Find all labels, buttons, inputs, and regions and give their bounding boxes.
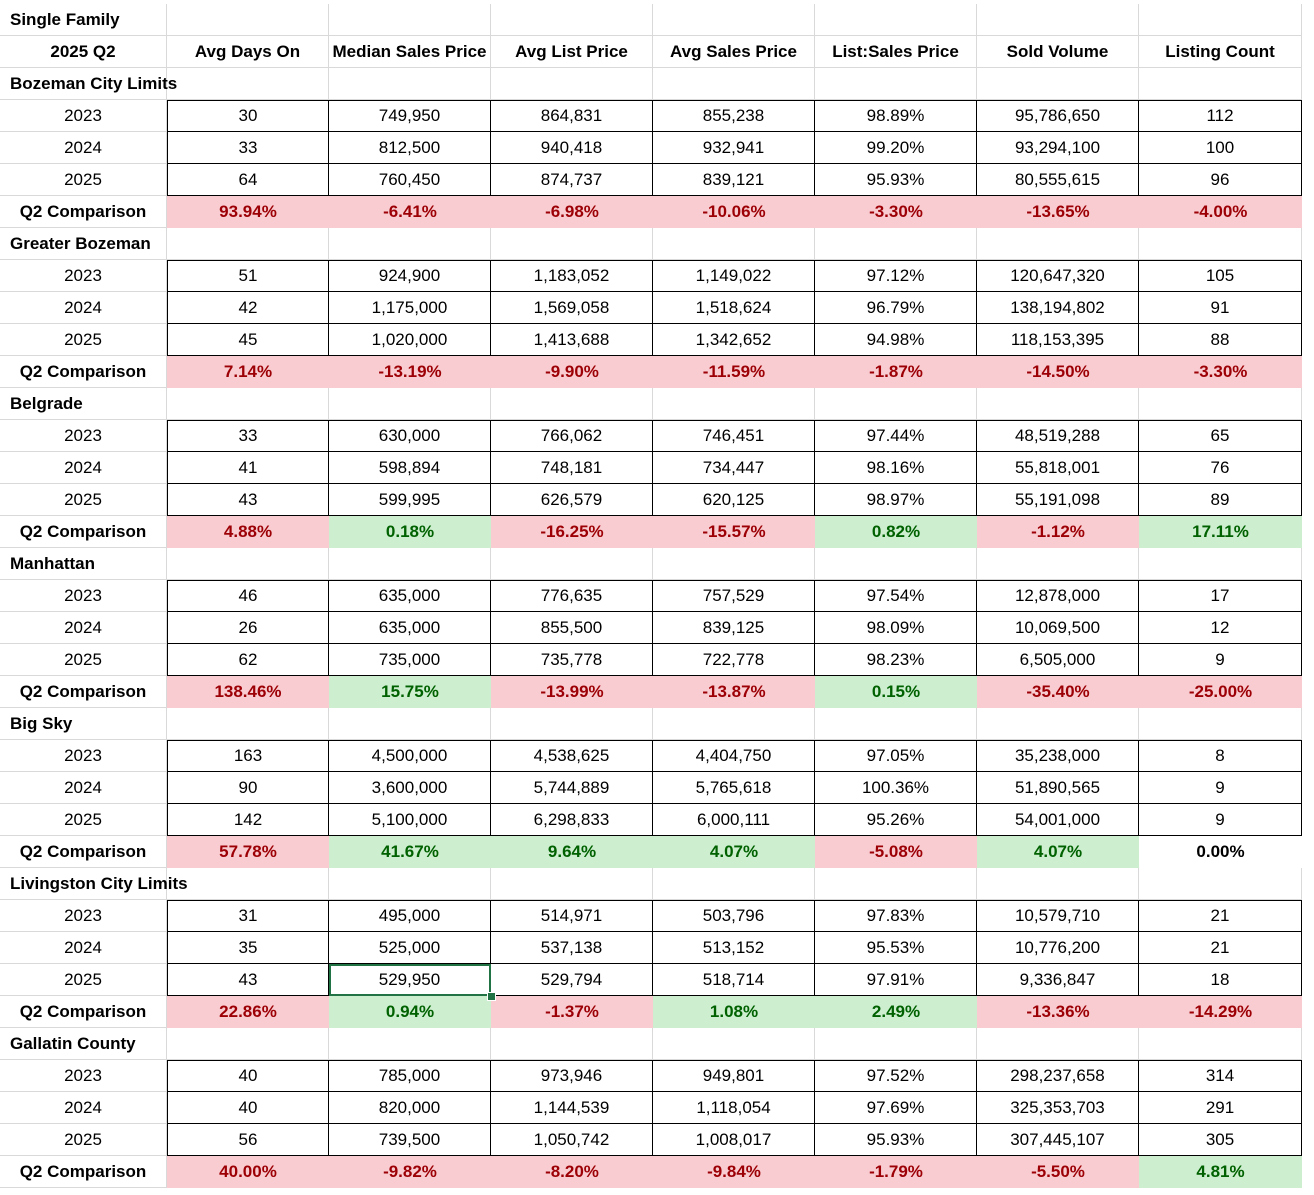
year-label[interactable]: 2024 <box>0 1092 167 1124</box>
data-cell[interactable]: 537,138 <box>491 932 653 964</box>
comparison-cell-neg[interactable]: -14.50% <box>977 356 1139 388</box>
data-cell[interactable]: 90 <box>167 772 329 804</box>
empty-cell[interactable] <box>167 388 329 420</box>
data-cell[interactable]: 748,181 <box>491 452 653 484</box>
empty-cell[interactable] <box>1139 548 1302 580</box>
empty-cell[interactable] <box>1139 4 1302 36</box>
year-label[interactable]: 2023 <box>0 100 167 132</box>
comparison-cell-pos[interactable]: 0.18% <box>329 516 491 548</box>
year-label[interactable]: 2023 <box>0 420 167 452</box>
data-cell[interactable]: 495,000 <box>329 900 491 932</box>
comparison-label[interactable]: Q2 Comparison <box>0 516 167 548</box>
empty-cell[interactable] <box>653 228 815 260</box>
column-header[interactable]: List:Sales Price <box>815 36 977 68</box>
comparison-cell-pos[interactable]: 1.08% <box>653 996 815 1028</box>
data-cell[interactable]: 48,519,288 <box>977 420 1139 452</box>
comparison-cell-neg[interactable]: -1.37% <box>491 996 653 1028</box>
data-cell[interactable]: 98.23% <box>815 644 977 676</box>
data-cell[interactable]: 21 <box>1139 900 1302 932</box>
data-cell[interactable]: 163 <box>167 740 329 772</box>
data-cell[interactable]: 98.97% <box>815 484 977 516</box>
comparison-cell-neg[interactable]: -9.90% <box>491 356 653 388</box>
comparison-cell-neg[interactable]: -5.08% <box>815 836 977 868</box>
comparison-cell-neg[interactable]: -13.87% <box>653 676 815 708</box>
data-cell[interactable]: 95.93% <box>815 1124 977 1156</box>
data-cell[interactable]: 10,776,200 <box>977 932 1139 964</box>
data-cell[interactable]: 924,900 <box>329 260 491 292</box>
data-cell[interactable]: 45 <box>167 324 329 356</box>
data-cell[interactable]: 820,000 <box>329 1092 491 1124</box>
comparison-cell-pos[interactable]: 41.67% <box>329 836 491 868</box>
comparison-label[interactable]: Q2 Comparison <box>0 676 167 708</box>
empty-cell[interactable] <box>815 868 977 900</box>
data-cell[interactable]: 529,794 <box>491 964 653 996</box>
data-cell[interactable]: 739,500 <box>329 1124 491 1156</box>
data-cell[interactable]: 785,000 <box>329 1060 491 1092</box>
data-cell[interactable]: 620,125 <box>653 484 815 516</box>
empty-cell[interactable] <box>329 388 491 420</box>
data-cell[interactable]: 97.54% <box>815 580 977 612</box>
data-cell[interactable]: 12 <box>1139 612 1302 644</box>
data-cell[interactable]: 9,336,847 <box>977 964 1139 996</box>
empty-cell[interactable] <box>167 708 329 740</box>
data-cell[interactable]: 55,818,001 <box>977 452 1139 484</box>
data-cell[interactable]: 64 <box>167 164 329 196</box>
data-cell[interactable]: 41 <box>167 452 329 484</box>
empty-cell[interactable] <box>491 548 653 580</box>
data-cell[interactable]: 932,941 <box>653 132 815 164</box>
empty-cell[interactable] <box>491 868 653 900</box>
empty-cell[interactable] <box>1139 68 1302 100</box>
data-cell[interactable]: 97.52% <box>815 1060 977 1092</box>
data-cell[interactable]: 940,418 <box>491 132 653 164</box>
data-cell[interactable]: 314 <box>1139 1060 1302 1092</box>
empty-cell[interactable] <box>815 708 977 740</box>
empty-cell[interactable] <box>815 548 977 580</box>
empty-cell[interactable] <box>653 388 815 420</box>
data-cell[interactable]: 1,008,017 <box>653 1124 815 1156</box>
data-cell[interactable]: 1,144,539 <box>491 1092 653 1124</box>
data-cell[interactable]: 40 <box>167 1092 329 1124</box>
data-cell[interactable]: 31 <box>167 900 329 932</box>
empty-cell[interactable] <box>1139 708 1302 740</box>
data-cell[interactable]: 635,000 <box>329 612 491 644</box>
comparison-cell-neg[interactable]: 93.94% <box>167 196 329 228</box>
data-cell[interactable]: 17 <box>1139 580 1302 612</box>
data-cell[interactable]: 5,744,889 <box>491 772 653 804</box>
comparison-cell-neg[interactable]: -4.00% <box>1139 196 1302 228</box>
comparison-cell-pos[interactable]: 0.94% <box>329 996 491 1028</box>
year-label[interactable]: 2024 <box>0 772 167 804</box>
data-cell[interactable]: 839,125 <box>653 612 815 644</box>
data-cell[interactable]: 99.20% <box>815 132 977 164</box>
comparison-cell-pos[interactable]: 9.64% <box>491 836 653 868</box>
data-cell[interactable]: 46 <box>167 580 329 612</box>
empty-cell[interactable] <box>653 708 815 740</box>
empty-cell[interactable] <box>491 708 653 740</box>
comparison-cell-pos[interactable]: 15.75% <box>329 676 491 708</box>
data-cell[interactable]: 21 <box>1139 932 1302 964</box>
data-cell[interactable]: 722,778 <box>653 644 815 676</box>
data-cell[interactable]: 1,175,000 <box>329 292 491 324</box>
comparison-cell-pos[interactable]: 0.15% <box>815 676 977 708</box>
data-cell[interactable]: 1,020,000 <box>329 324 491 356</box>
data-cell[interactable]: 1,342,652 <box>653 324 815 356</box>
empty-cell[interactable] <box>167 548 329 580</box>
empty-cell[interactable] <box>167 228 329 260</box>
period-label[interactable]: 2025 Q2 <box>0 36 167 68</box>
empty-cell[interactable] <box>491 1028 653 1060</box>
comparison-cell-neutral[interactable]: 0.00% <box>1196 842 1245 861</box>
data-cell[interactable]: 10,579,710 <box>977 900 1139 932</box>
column-header[interactable]: Avg Days On <box>167 36 329 68</box>
data-cell[interactable]: 65 <box>1139 420 1302 452</box>
data-cell[interactable]: 76 <box>1139 452 1302 484</box>
comparison-cell-neg[interactable]: -6.41% <box>329 196 491 228</box>
column-header[interactable]: Sold Volume <box>977 36 1139 68</box>
data-cell[interactable]: 35 <box>167 932 329 964</box>
data-cell[interactable]: 746,451 <box>653 420 815 452</box>
empty-cell[interactable] <box>329 228 491 260</box>
data-cell[interactable]: 6,298,833 <box>491 804 653 836</box>
data-cell[interactable]: 766,062 <box>491 420 653 452</box>
empty-cell[interactable] <box>1139 228 1302 260</box>
data-cell[interactable]: 30 <box>167 100 329 132</box>
comparison-cell-neg[interactable]: 22.86% <box>167 996 329 1028</box>
data-cell[interactable]: 503,796 <box>653 900 815 932</box>
year-label[interactable]: 2024 <box>0 932 167 964</box>
comparison-cell-neg[interactable]: -14.29% <box>1139 996 1302 1028</box>
data-cell[interactable]: 118,153,395 <box>977 324 1139 356</box>
data-cell[interactable]: 96 <box>1139 164 1302 196</box>
data-cell[interactable]: 291 <box>1139 1092 1302 1124</box>
section-title-greater-bozeman[interactable]: Greater Bozeman <box>0 228 167 260</box>
data-cell[interactable]: 51,890,565 <box>977 772 1139 804</box>
comparison-cell-neg[interactable]: -5.50% <box>977 1156 1139 1188</box>
data-cell[interactable]: 9 <box>1139 772 1302 804</box>
data-cell[interactable]: 298,237,658 <box>977 1060 1139 1092</box>
data-cell[interactable]: 6,505,000 <box>977 644 1139 676</box>
data-cell[interactable]: 598,894 <box>329 452 491 484</box>
data-cell[interactable]: 635,000 <box>329 580 491 612</box>
data-cell[interactable]: 95.53% <box>815 932 977 964</box>
data-cell[interactable]: 5,100,000 <box>329 804 491 836</box>
data-cell[interactable]: 95.93% <box>815 164 977 196</box>
year-label[interactable]: 2024 <box>0 132 167 164</box>
empty-cell[interactable] <box>491 4 653 36</box>
data-cell[interactable]: 80,555,615 <box>977 164 1139 196</box>
empty-cell[interactable] <box>977 228 1139 260</box>
data-cell[interactable]: 98.09% <box>815 612 977 644</box>
comparison-cell-neg[interactable]: -1.79% <box>815 1156 977 1188</box>
year-label[interactable]: 2025 <box>0 324 167 356</box>
data-cell[interactable]: 18 <box>1139 964 1302 996</box>
empty-cell[interactable] <box>329 708 491 740</box>
data-cell[interactable]: 973,946 <box>491 1060 653 1092</box>
section-title-livingston-city-limits[interactable]: Livingston City Limits <box>0 868 167 900</box>
data-cell[interactable]: 812,500 <box>329 132 491 164</box>
comparison-cell-neg[interactable]: -9.84% <box>653 1156 815 1188</box>
empty-cell[interactable] <box>1139 868 1302 900</box>
data-cell[interactable]: 3,600,000 <box>329 772 491 804</box>
data-cell[interactable]: 43 <box>167 964 329 996</box>
data-cell[interactable]: 4,500,000 <box>329 740 491 772</box>
data-cell[interactable]: 1,413,688 <box>491 324 653 356</box>
data-cell[interactable]: 97.05% <box>815 740 977 772</box>
empty-cell[interactable] <box>977 548 1139 580</box>
column-header[interactable]: Avg Sales Price <box>653 36 815 68</box>
data-cell[interactable]: 97.44% <box>815 420 977 452</box>
data-cell[interactable]: 4,538,625 <box>491 740 653 772</box>
comparison-cell-neg[interactable]: -11.59% <box>653 356 815 388</box>
empty-cell[interactable] <box>167 4 329 36</box>
data-cell[interactable]: 1,569,058 <box>491 292 653 324</box>
data-cell[interactable]: 855,238 <box>653 100 815 132</box>
comparison-cell-pos[interactable]: 4.07% <box>653 836 815 868</box>
empty-cell[interactable] <box>329 4 491 36</box>
data-cell[interactable]: 776,635 <box>491 580 653 612</box>
empty-cell[interactable] <box>815 1028 977 1060</box>
data-cell[interactable]: 100.36% <box>815 772 977 804</box>
comparison-cell-pos[interactable]: 4.07% <box>977 836 1139 868</box>
comparison-cell-neg[interactable]: -3.30% <box>1139 356 1302 388</box>
data-cell[interactable]: 760,450 <box>329 164 491 196</box>
empty-cell[interactable] <box>815 4 977 36</box>
data-cell[interactable]: 54,001,000 <box>977 804 1139 836</box>
data-cell[interactable]: 96.79% <box>815 292 977 324</box>
year-label[interactable]: 2024 <box>0 292 167 324</box>
empty-cell[interactable] <box>329 868 491 900</box>
section-title-bozeman-city-limits[interactable]: Bozeman City Limits <box>0 68 167 100</box>
data-cell[interactable]: 142 <box>167 804 329 836</box>
empty-cell[interactable] <box>1139 1028 1302 1060</box>
comparison-cell-neg[interactable]: -13.99% <box>491 676 653 708</box>
data-cell[interactable]: 33 <box>167 420 329 452</box>
category-label[interactable]: Single Family <box>0 4 167 36</box>
empty-cell[interactable] <box>653 1028 815 1060</box>
column-header[interactable]: Avg List Price <box>491 36 653 68</box>
data-cell[interactable]: 88 <box>1139 324 1302 356</box>
comparison-cell-pos[interactable]: 0.82% <box>815 516 977 548</box>
empty-cell[interactable] <box>653 868 815 900</box>
comparison-cell-neg[interactable]: -1.87% <box>815 356 977 388</box>
empty-cell[interactable] <box>977 868 1139 900</box>
data-cell[interactable]: 9 <box>1139 804 1302 836</box>
year-label[interactable]: 2023 <box>0 740 167 772</box>
comparison-label[interactable]: Q2 Comparison <box>0 1156 167 1188</box>
data-cell[interactable]: 735,000 <box>329 644 491 676</box>
year-label[interactable]: 2025 <box>0 484 167 516</box>
section-title-gallatin-county[interactable]: Gallatin County <box>0 1028 167 1060</box>
comparison-cell-neg[interactable]: 7.14% <box>167 356 329 388</box>
empty-cell[interactable] <box>977 4 1139 36</box>
data-cell[interactable]: 1,183,052 <box>491 260 653 292</box>
comparison-label[interactable]: Q2 Comparison <box>0 356 167 388</box>
data-cell[interactable]: 10,069,500 <box>977 612 1139 644</box>
data-cell[interactable]: 749,950 <box>329 100 491 132</box>
empty-cell[interactable] <box>977 708 1139 740</box>
data-cell[interactable]: 51 <box>167 260 329 292</box>
empty-cell[interactable] <box>815 388 977 420</box>
comparison-cell-neg[interactable]: -9.82% <box>329 1156 491 1188</box>
comparison-cell-neg[interactable]: -13.65% <box>977 196 1139 228</box>
comparison-cell-pos[interactable]: 4.81% <box>1139 1156 1302 1188</box>
data-cell[interactable]: 95,786,650 <box>977 100 1139 132</box>
comparison-cell-pos[interactable]: 2.49% <box>815 996 977 1028</box>
comparison-cell-neg[interactable]: -13.36% <box>977 996 1139 1028</box>
selected-cell[interactable]: 529,950 <box>329 964 491 996</box>
column-header[interactable]: Listing Count <box>1139 36 1302 68</box>
section-title-big-sky[interactable]: Big Sky <box>0 708 167 740</box>
year-label[interactable]: 2023 <box>0 1060 167 1092</box>
data-cell[interactable]: 630,000 <box>329 420 491 452</box>
year-label[interactable]: 2023 <box>0 900 167 932</box>
data-cell[interactable]: 518,714 <box>653 964 815 996</box>
comparison-cell-neg[interactable]: -3.30% <box>815 196 977 228</box>
data-cell[interactable]: 105 <box>1139 260 1302 292</box>
column-header[interactable]: Median Sales Price <box>329 36 491 68</box>
data-cell[interactable]: 325,353,703 <box>977 1092 1139 1124</box>
year-label[interactable]: 2025 <box>0 964 167 996</box>
empty-cell[interactable] <box>977 388 1139 420</box>
data-cell[interactable]: 97.12% <box>815 260 977 292</box>
data-cell[interactable]: 91 <box>1139 292 1302 324</box>
empty-cell[interactable] <box>653 68 815 100</box>
data-cell[interactable]: 26 <box>167 612 329 644</box>
comparison-cell-neg[interactable]: -13.19% <box>329 356 491 388</box>
data-cell[interactable]: 757,529 <box>653 580 815 612</box>
data-cell[interactable]: 525,000 <box>329 932 491 964</box>
data-cell[interactable]: 514,971 <box>491 900 653 932</box>
data-cell[interactable]: 626,579 <box>491 484 653 516</box>
comparison-cell-neg[interactable]: -15.57% <box>653 516 815 548</box>
empty-cell[interactable] <box>167 868 329 900</box>
empty-cell[interactable] <box>815 228 977 260</box>
data-cell[interactable]: 1,118,054 <box>653 1092 815 1124</box>
data-cell[interactable]: 874,737 <box>491 164 653 196</box>
comparison-label[interactable]: Q2 Comparison <box>0 836 167 868</box>
data-cell[interactable]: 599,995 <box>329 484 491 516</box>
data-cell[interactable]: 1,149,022 <box>653 260 815 292</box>
data-cell[interactable]: 42 <box>167 292 329 324</box>
comparison-cell-neg[interactable]: -6.98% <box>491 196 653 228</box>
data-cell[interactable]: 95.26% <box>815 804 977 836</box>
data-cell[interactable]: 839,121 <box>653 164 815 196</box>
data-cell[interactable]: 43 <box>167 484 329 516</box>
data-cell[interactable]: 35,238,000 <box>977 740 1139 772</box>
data-cell[interactable]: 98.16% <box>815 452 977 484</box>
data-cell[interactable]: 12,878,000 <box>977 580 1139 612</box>
data-cell[interactable]: 93,294,100 <box>977 132 1139 164</box>
data-cell[interactable]: 94.98% <box>815 324 977 356</box>
data-cell[interactable]: 734,447 <box>653 452 815 484</box>
year-label[interactable]: 2023 <box>0 580 167 612</box>
empty-cell[interactable] <box>329 68 491 100</box>
data-cell[interactable]: 855,500 <box>491 612 653 644</box>
data-cell[interactable]: 89 <box>1139 484 1302 516</box>
data-cell[interactable]: 100 <box>1139 132 1302 164</box>
data-cell[interactable]: 40 <box>167 1060 329 1092</box>
comparison-cell-neg[interactable]: -35.40% <box>977 676 1139 708</box>
data-cell[interactable]: 97.83% <box>815 900 977 932</box>
data-cell[interactable]: 6,000,111 <box>653 804 815 836</box>
data-cell[interactable]: 864,831 <box>491 100 653 132</box>
empty-cell[interactable] <box>329 1028 491 1060</box>
comparison-cell-neg[interactable]: 40.00% <box>167 1156 329 1188</box>
comparison-cell-pos[interactable]: 17.11% <box>1139 516 1302 548</box>
empty-cell[interactable] <box>1139 388 1302 420</box>
data-cell[interactable]: 138,194,802 <box>977 292 1139 324</box>
data-cell[interactable]: 307,445,107 <box>977 1124 1139 1156</box>
empty-cell[interactable] <box>491 388 653 420</box>
data-cell[interactable]: 56 <box>167 1124 329 1156</box>
empty-cell[interactable] <box>167 1028 329 1060</box>
empty-cell[interactable] <box>653 548 815 580</box>
data-cell[interactable]: 513,152 <box>653 932 815 964</box>
data-cell[interactable]: 120,647,320 <box>977 260 1139 292</box>
comparison-cell-neg[interactable]: 4.88% <box>167 516 329 548</box>
comparison-cell-neg[interactable]: -8.20% <box>491 1156 653 1188</box>
comparison-cell-neg[interactable]: -25.00% <box>1139 676 1302 708</box>
year-label[interactable]: 2025 <box>0 804 167 836</box>
empty-cell[interactable] <box>977 68 1139 100</box>
comparison-label[interactable]: Q2 Comparison <box>0 996 167 1028</box>
comparison-label[interactable]: Q2 Comparison <box>0 196 167 228</box>
data-cell[interactable]: 735,778 <box>491 644 653 676</box>
year-label[interactable]: 2024 <box>0 452 167 484</box>
data-cell[interactable]: 8 <box>1139 740 1302 772</box>
data-cell[interactable]: 55,191,098 <box>977 484 1139 516</box>
data-cell[interactable]: 33 <box>167 132 329 164</box>
empty-cell[interactable] <box>167 68 329 100</box>
data-cell[interactable]: 949,801 <box>653 1060 815 1092</box>
data-cell[interactable]: 305 <box>1139 1124 1302 1156</box>
empty-cell[interactable] <box>815 68 977 100</box>
comparison-cell-neg[interactable]: 138.46% <box>167 676 329 708</box>
comparison-cell-neg[interactable]: 57.78% <box>167 836 329 868</box>
data-cell[interactable]: 97.91% <box>815 964 977 996</box>
empty-cell[interactable] <box>329 548 491 580</box>
comparison-cell-neg[interactable]: -16.25% <box>491 516 653 548</box>
data-cell[interactable]: 4,404,750 <box>653 740 815 772</box>
empty-cell[interactable] <box>491 68 653 100</box>
empty-cell[interactable] <box>653 4 815 36</box>
year-label[interactable]: 2025 <box>0 644 167 676</box>
data-cell[interactable]: 1,050,742 <box>491 1124 653 1156</box>
year-label[interactable]: 2025 <box>0 1124 167 1156</box>
data-cell[interactable]: 1,518,624 <box>653 292 815 324</box>
data-cell[interactable]: 62 <box>167 644 329 676</box>
section-title-belgrade[interactable]: Belgrade <box>0 388 167 420</box>
data-cell[interactable]: 98.89% <box>815 100 977 132</box>
year-label[interactable]: 2025 <box>0 164 167 196</box>
data-cell[interactable]: 5,765,618 <box>653 772 815 804</box>
year-label[interactable]: 2023 <box>0 260 167 292</box>
data-cell[interactable]: 97.69% <box>815 1092 977 1124</box>
empty-cell[interactable] <box>977 1028 1139 1060</box>
empty-cell[interactable] <box>491 228 653 260</box>
data-cell[interactable]: 9 <box>1139 644 1302 676</box>
data-cell[interactable]: 112 <box>1139 100 1302 132</box>
comparison-cell-neg[interactable]: -1.12% <box>977 516 1139 548</box>
year-label[interactable]: 2024 <box>0 612 167 644</box>
section-title-manhattan[interactable]: Manhattan <box>0 548 167 580</box>
fill-handle[interactable] <box>487 992 496 1001</box>
comparison-cell-neg[interactable]: -10.06% <box>653 196 815 228</box>
